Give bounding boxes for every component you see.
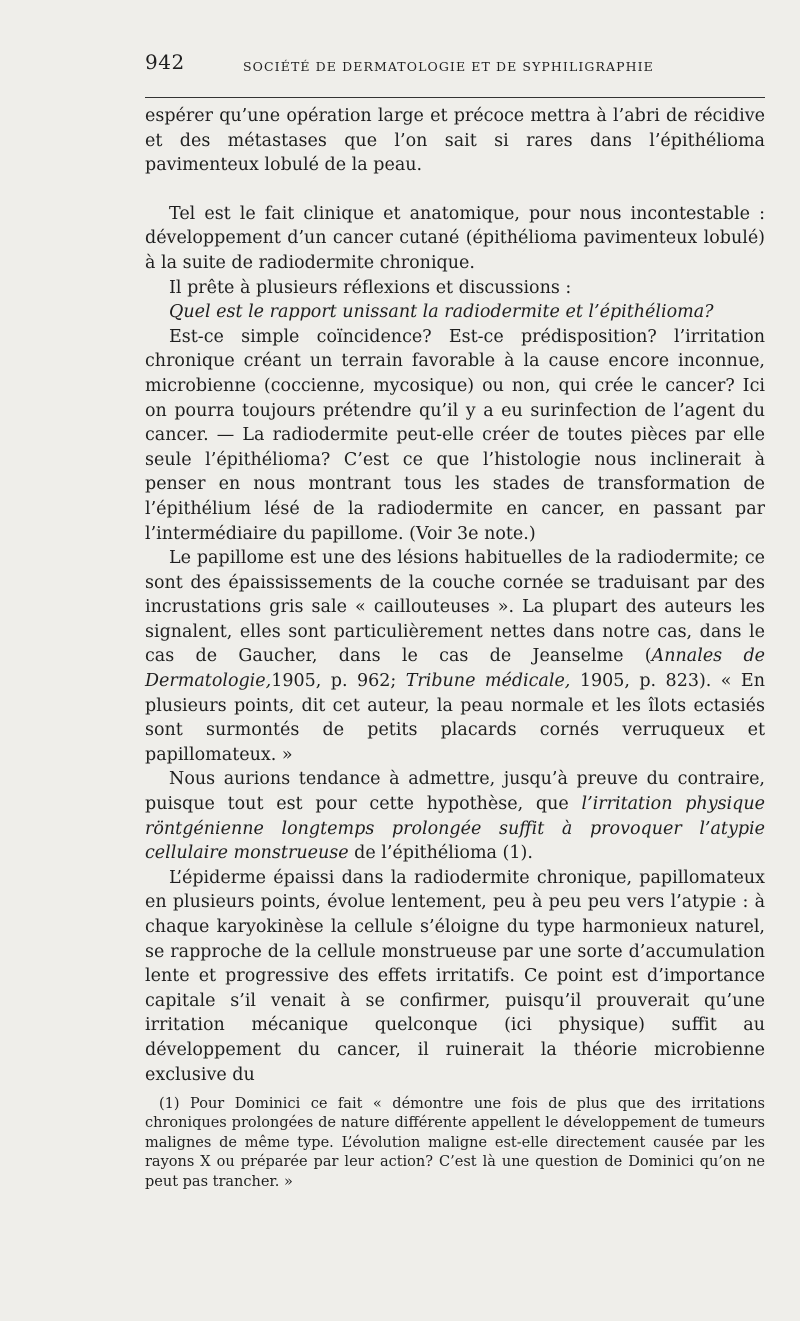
running-title: SOCIÉTÉ DE DERMATOLOGIE ET DE SYPHILIGRAPHIE xyxy=(243,59,654,74)
journal-title: Tribune médicale, xyxy=(405,671,571,692)
page-header xyxy=(145,50,765,80)
footnote xyxy=(145,1095,765,1192)
header-rule xyxy=(145,97,765,98)
paragraph: L’épiderme épaissi dans la radiodermite chronique, papillomateux en plusieurs points, évolue lentement, peu à peu peu vers l’atypie : à chaque karyokinèse la cellule s’éloigne du type harmonieux naturel, se rapproche de la cellule monstrueuse par une sorte d’accumulation lente et progressive des effets irritatifs. Ce point est d’importance capitale s’il venait à se confirmer, puisqu’il prouverait qu’une irritation mécanique quelconque (ici physique) suffit au développement du cancer, il ruinerait la théorie microbienne exclusive du xyxy=(145,867,765,1085)
paragraph: espérer qu’une opération large et précoce mettra à l’abri de récidive et des métastases que l’on sait si rares dans l’épithélioma pavimenteux lobulé de la peau. xyxy=(145,106,765,176)
paragraph: Est-ce simple coïncidence? Est-ce prédisposition? l’irritation chronique créant un terrain favorable à la cause encore inconnue, microbienne (coccienne, mycosique) ou non, qui crée le cancer? Ici on pourra toujours prétendre qu’il y a eu surinfection de l’agent du cancer. — La radiodermite peut-elle créer de toutes pièces par elle seule l’épithélioma? C’est ce que l’histologie nous inclinerait à penser en nous montrant tous les stades de transformation de l’épithélium lésé de la radiodermite en cancer, en passant par l’intermédiaire du papillome. (Voir 3e note.) xyxy=(145,326,765,544)
footnote-text: (1) Pour Dominici ce fait « démontre une fois de plus que des irritations chroniques prolongées de nature différente appellent le développement de tumeurs malignes de même type. L’évolution maligne est-elle directement causée par les rayons X ou préparée par leur action? C’est là une question de Dominici qu’on ne peut pas trancher. » xyxy=(145,1096,765,1190)
paragraph: Il prête à plusieurs réflexions et discussions : xyxy=(169,277,572,298)
page-number: 942 xyxy=(145,50,185,74)
body-text xyxy=(145,104,765,1087)
emphasis: l’irritation physique röntgénienne longtemps prolongée suffit à provoquer l’atypie cellulaire monstrueuse xyxy=(145,794,765,864)
paragraph-papillome: Le papillome est une des lésions habituelles de la radiodermite; ce sont des épaississements de la couche cornée se traduisant par des incrustations gris sale « caillouteuses ». La plupart des auteurs les signalent, elles sont particulièrement nettes dans notre cas, dans le cas de Gaucher, dans le cas de Jeanselme (Annales de Dermatologie,1905, p. 962; Tribune médicale, 1905, p. 823). « En plusieurs points, dit cet auteur, la peau normale et les îlots ectasiés sont surmontés de petits placards cornés verruqueux et papillomateux. » xyxy=(145,548,766,765)
paragraph: Tel est le fait clinique et anatomique, pour nous incontestable : développement d’un cancer cutané (épithélioma pavimenteux lobulé) à la suite de radiodermite chronique. xyxy=(145,203,765,273)
journal-title: Annales de Dermatologie, xyxy=(145,646,766,692)
paragraph-hypothesis: Nous aurions tendance à admettre, jusqu’à preuve du contraire, puisque tout est pour cette hypothèse, que l’irritation physique röntgénienne longtemps prolongée suffit à provoquer l’atypie cellulaire monstrueuse de l’épithélioma (1). xyxy=(145,769,765,864)
question-heading: Quel est le rapport unissant la radiodermite et l’épithélioma? xyxy=(169,302,714,323)
